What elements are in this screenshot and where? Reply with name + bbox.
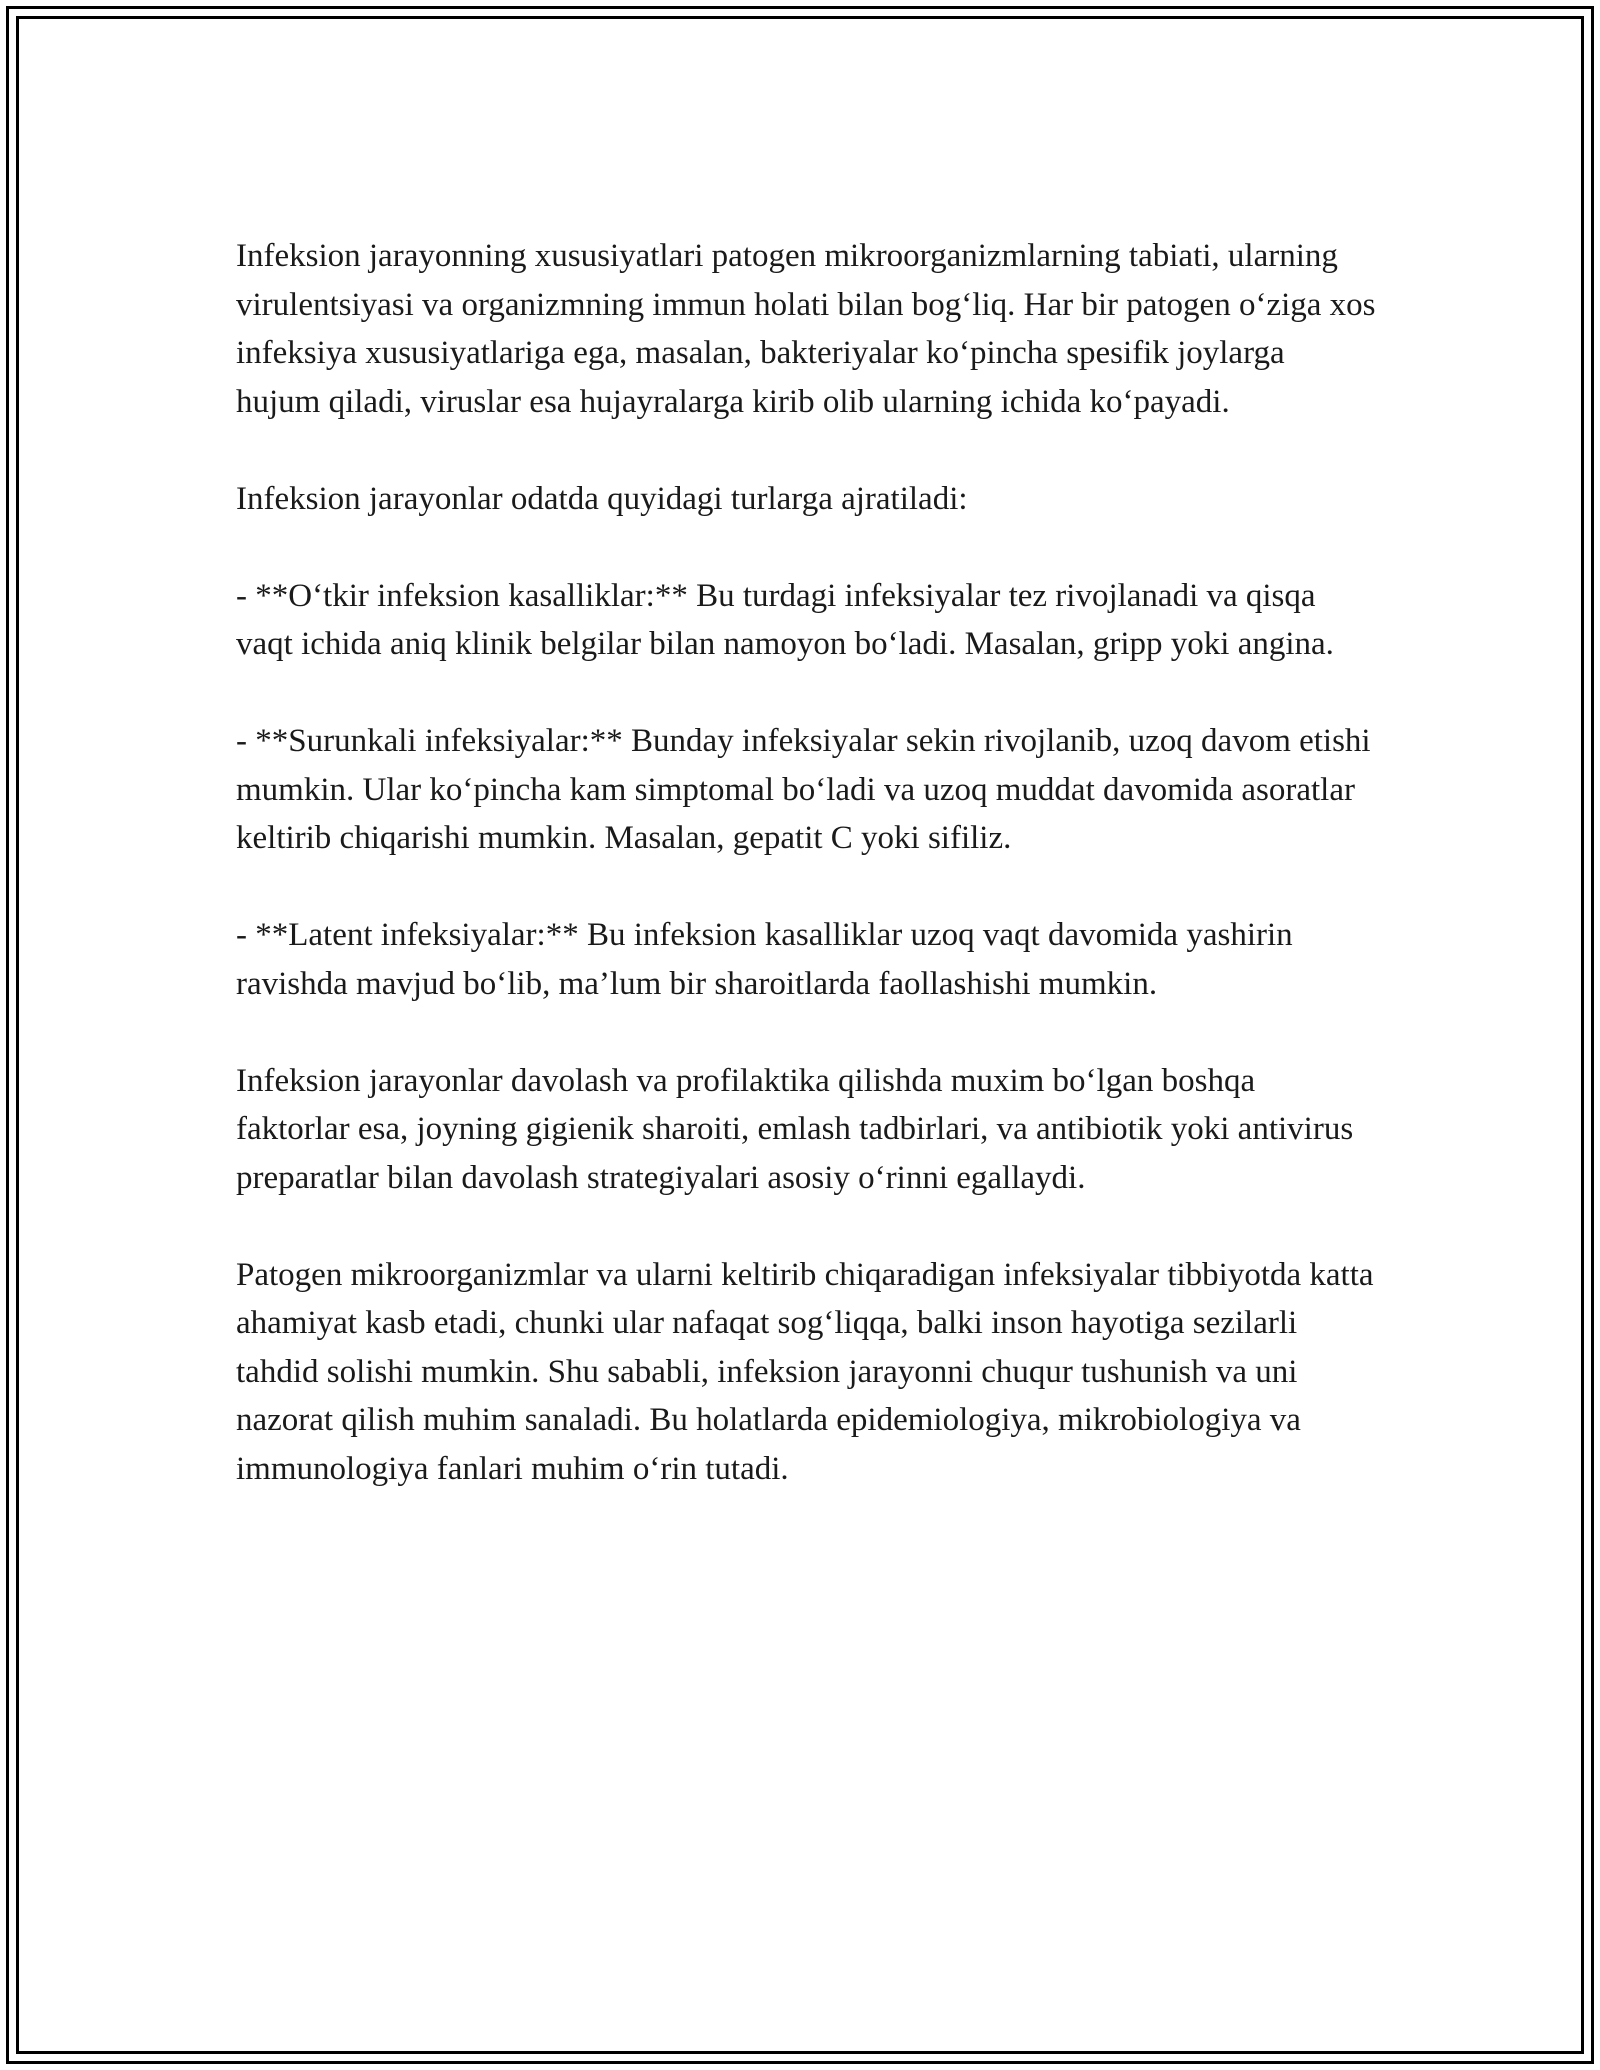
list-item-latent: - **Latent infeksiyalar:** Bu infeksion kasalliklar uzoq vaqt davomida yashirin ravishda mavjud bo‘lib, ma’lum bir sharoitlarda faollashishi mumkin. bbox=[236, 917, 1293, 1002]
list-item-acute: - **O‘tkir infeksion kasalliklar:** Bu turdagi infeksiyalar tez rivojlanadi va qisqa vaqt ichida aniq klinik belgilar bilan namoyon bo‘ladi. Masalan, gripp yoki angina. bbox=[236, 577, 1334, 662]
list-item-chronic: - **Surunkali infeksiyalar:** Bunday infeksiyalar sekin rivojlanib, uzoq davom etishi mumkin. Ular ko‘pincha kam simptomal bo‘ladi va uzoq muddat davomida asoratlar keltirib chiqarishi mumkin. Masalan, gepatit C yoki sifiliz. bbox=[236, 723, 1371, 856]
paragraph-conclusion: Patogen mikroorganizmlar va ularni keltirib chiqaradigan infeksiyalar tibbiyotda katta ahamiyat kasb etadi, chunki ular nafaqat sog‘liqqa, balki inson hayotiga sezilarli tahdid solishi mumkin. Shu sababli, infeksion jarayonni chuqur tushunish va uni nazorat qilish muhim sanaladi. Bu holatlarda epidemiologiya, mikrobiologiya va immunologiya fanlari muhim o‘rin tutadi. bbox=[236, 1256, 1374, 1487]
paragraph-prevention: Infeksion jarayonlar davolash va profilaktika qilishda muxim bo‘lgan boshqa faktorlar esa, joyning gigienik sharoiti, emlash tadbirlari, va antibiotik yoki antivirus preparatlar bilan davolash strategiyalari asosiy o‘rinni egallaydi. bbox=[236, 1062, 1354, 1196]
paragraph-intro: Infeksion jarayonning xususiyatlari patogen mikroorganizmlarning tabiati, ularning virulentsiyasi va organizmning immun holati bilan bog‘liq. Har bir patogen o‘ziga xos infeksiya xususiyatlariga ega, masalan, bakteriyalar ko‘pincha spesifik joylarga hujum qiladi, viruslar esa hujayralarga kirib olib ularning ichida ko‘payadi. bbox=[236, 238, 1376, 420]
document-body bbox=[236, 232, 1376, 1542]
paragraph-types-heading: Infeksion jarayonlar odatda quyidagi turlarga ajratiladi: bbox=[236, 480, 968, 517]
